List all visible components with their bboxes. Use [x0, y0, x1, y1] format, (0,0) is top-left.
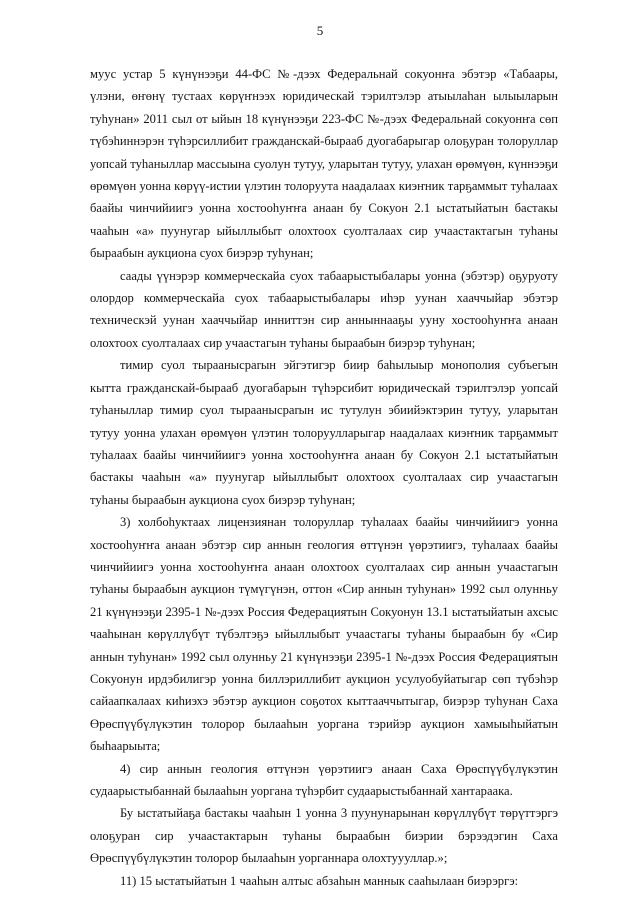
- paragraph-item-3: 3) холбоһуктаах лицензиянан толоруллар туһалаах баайы чинчийиигэ уонна хостооһуҥҥа анаан эбэтэр сир аннын геология өттүнэн үөрэтиигэ, туһалаах баайы чинчийиигэ уонна хостооһуҥҥа анаан олохтоох суолталаах сир аннын учаастагын туһаны быраабын аукцион түмүгүнэн, оттон «Сир аннын туһунан» 1992 сыл олунньу 21 күнүнээҕи 2395-1 №-дээх Россия Федерациятын Сокуонун 13.1 ыстатыйатын ахсыс чааһынан көрүллүбүт түбэлтэҕэ ыйыллыбыт учаастагы туһаны быраабын бу «Сир аннын туһунан» 1992 сыл олунньу 21 күнүнээҕи 2395-1 №-дээх Россия Федерациятын Сокуонун ирдэбилигэр уонна биллэриллибит аукцион усулуобуйатыгар сөп түбэһэр сайаапкалаах киһиэхэ эбэтэр аукцион соҕотох кыттааччытыгар, биэрэр туһунан Саха Өрөспүүбүлүкэтин толорор былааһын уоргана тэрийэр аукцион хамыыһыйатын быһаарыыта;: [90, 515, 558, 754]
- document-body: [90, 63, 558, 892]
- paragraph-item-11: 11) 15 ыстатыйатын 1 чааһын алтыс абзаһын маннык сааһылаан биэрэргэ:: [120, 873, 519, 888]
- page-number: 5: [316, 23, 324, 38]
- paragraph-5: Бу ыстатыйаҕа бастакы чааһын 1 уонна 3 пуунунарынан көрүллүбүт төрүттэргэ олоҕуран сир учаастактарын туһаны быраабын биэрии бэрээдэгин Саха Өрөспүүбүлүкэтин толорор былааһын уорганнара олохтуууллар.»;: [90, 806, 558, 866]
- paragraph-3: тимир суол тыраанысparын эйгэтигэр биир баһылыыр монополия субъегын кытта гражданскай-бырааб дуогабарын түһэрсибит юридическай тэрилтэлэр уопсай туһаныллар тимир суол тыраанысparын ис тутулун эбиийэктэрин тутуу, уларытан тутуу уонна улахан өрөмүөн үлэтин толоруулларыгар наадалаах киэҥник тарҕаммыт туһалаах баайы чинчийиигэ уонна хостооһуҥҥа анаан бу Сокуон 2.1 ыстатыйатын бастакы чааһын «а» пуунугар ыйыллыбыт олохтоох суолталаах сир учаастагын туһаны быраабын аукциона суох биэрэр туһунан;: [90, 358, 558, 507]
- paragraph-1-continuation: муус устар 5 күнүнээҕи 44-ФС №-дээх Федеральнай сокуонҥа эбэтэр «Табаары, үлэни, өҥөнү тустаах көрүҥнээх юридическай тэрилтэлэр атыылаһан ылыыларын туһунан» 2011 сыл от ыйын 18 күнүнээҕи 223-ФС №-дээх Федеральнай сокуонҥа сөп түбэһиннэрэн түһэрсиллибит гражданскай-бырааб дуогабарыгар олоҕуран толоруллар уопсай туһаныллар массыына суолун тутуу, уларытан тутуу, улахан өрөмүөн, күннээҕи өрөмүөн уонна көрүү-истии үлэтин толоруута наадалаах киэҥник тарҕаммыт туһалаах баайы чинчийиигэ уонна хостооһуҥҥа анаан бу Сокуон 2.1 ыстатыйатын бастакы чааһын «а» пуунугар ыйыллыбыт олохтоох суолталаах сир учаастактагын туһаны быраабын аукциона суох биэрэр туһунан;: [90, 67, 558, 261]
- paragraph-2: саады үүнэрэр коммерческайа суох табаарыстыбалары уонна (эбэтэр) оҕуруоту олордор коммерческайа суох табаарыстыбалары иһэр уунан хааччыйар эбэтэр техническэй уунан хааччыйар инниттэн сир анныннааҕы ууну хостооһуҥҥа анаан олохтоох суолталаах сир учаастагын туһаны быраабын биэрэр туһунан;: [90, 268, 558, 350]
- paragraph-item-4: 4) сир аннын геология өттүнэн үөрэтиигэ анаан Саха Өрөспүүбүлүкэтин судаарыстыбаннай былааһын уоргана түһэрбит судаарыстыбаннай хантараака.: [90, 761, 558, 798]
